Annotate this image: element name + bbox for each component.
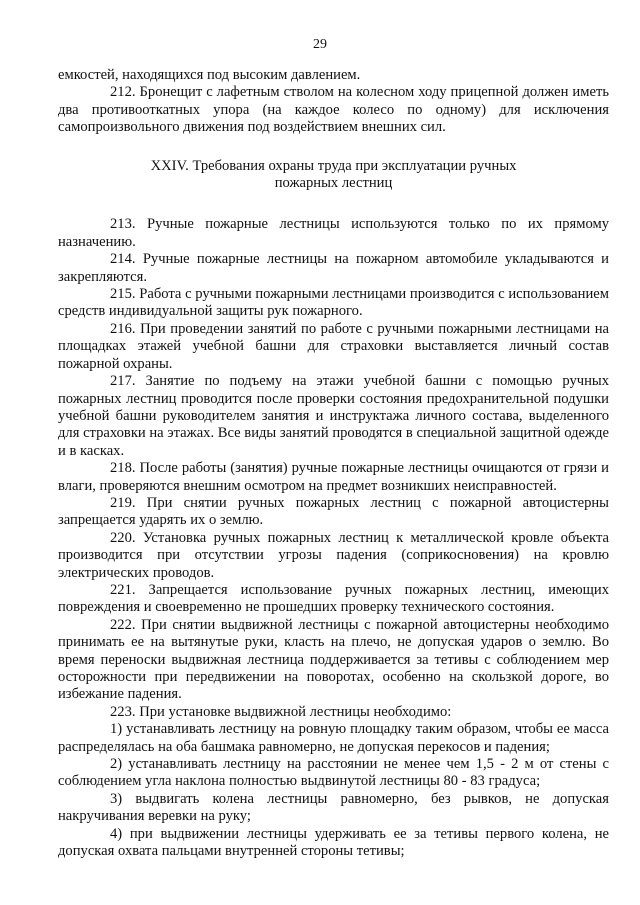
page-number: 29 <box>313 37 327 52</box>
paragraph-214: 214. Ручные пожарные лестницы на пожарном автомобиле укладываются и закрепляются. <box>58 251 609 285</box>
paragraph-212: 212. Бронещит с лафетным стволом на колесном ходу прицепной должен иметь два противооткатных упора (на каждое колесо по одному) для исключения самопроизвольного движения под воздействием внешних сил. <box>58 84 609 136</box>
list-item-3: 3) выдвигать колена лестницы равномерно, без рывков, не допуская накручивания веревки на руку; <box>58 790 609 825</box>
document-body <box>58 67 609 860</box>
section-heading <box>58 158 609 193</box>
paragraph-223: 223. При установке выдвижной лестницы необходимо: <box>110 703 452 720</box>
list-item-1: 1) устанавливать лестницу на ровную площадку таким образом, чтобы ее масса распределялась на оба башмака равномерно, не допуская перекосов и падения; <box>58 721 609 755</box>
paragraph-217: 217. Занятие по подъему на этажи учебной башни с помощью ручных пожарных лестниц проводится после проверки состояния предохранительной подушки учебной башни руководителем занятия и инструктажа личного состава, выделенного для страховки на этажах. Все виды занятий проводятся в специальной защитной одежде и в касках. <box>58 373 609 459</box>
paragraph-222: 222. При снятии выдвижной лестницы с пожарной автоцистерны необходимо принимать ее на вытянутые руки, класть на плечо, не допуская ударов о землю. Во время переноски выдвижная лестница поддерживается за тетивы с соблюдением мер осторожности при передвижении на поворотах, особенно на скользкой дороге, во избежание падения. <box>58 616 609 703</box>
paragraph-213: 213. Ручные пожарные лестницы используются только по их прямому назначению. <box>58 216 609 250</box>
section-heading-line-1: XXIV. Требования охраны труда при эксплуатации ручных <box>150 157 517 174</box>
list-item-2: 2) устанавливать лестницу на расстоянии не менее чем 1,5 - 2 м от стены с соблюдением угла наклона полностью выдвинутой лестницы 80 - 83 градуса; <box>58 756 609 790</box>
paragraph-216: 216. При проведении занятий по работе с ручными пожарными лестницами на площадках этажей учебной башни для страховки выставляется личный состав пожарной охраны. <box>58 320 609 372</box>
paragraph-continuation: емкостей, находящихся под высоким давлением. <box>58 67 361 83</box>
list-item-4: 4) при выдвижении лестницы удерживать ее за тетивы первого колена, не допуская охвата пальцами внутренней стороны тетивы; <box>58 825 609 860</box>
paragraph-220: 220. Установка ручных пожарных лестниц к металлической кровле объекта производится при отсутствии угрозы падения (соприкосновения) на кровлю электрических проводов. <box>58 529 609 581</box>
paragraph-221: 221. Запрещается использование ручных пожарных лестниц, имеющих повреждения и своевременно не прошедших проверку технического состояния. <box>58 581 609 616</box>
paragraph-215: 215. Работа с ручными пожарными лестницами производится с использованием средств индивидуальной защиты рук пожарного. <box>58 286 609 320</box>
paragraph-218: 218. После работы (занятия) ручные пожарные лестницы очищаются от грязи и влаги, проверяются внешним осмотром на предмет возникших неисправностей. <box>58 460 609 494</box>
section-heading-line-2: пожарных лестниц <box>274 175 393 192</box>
paragraph-219: 219. При снятии ручных пожарных лестниц с пожарной автоцистерны запрещается ударять их о землю. <box>58 494 609 529</box>
